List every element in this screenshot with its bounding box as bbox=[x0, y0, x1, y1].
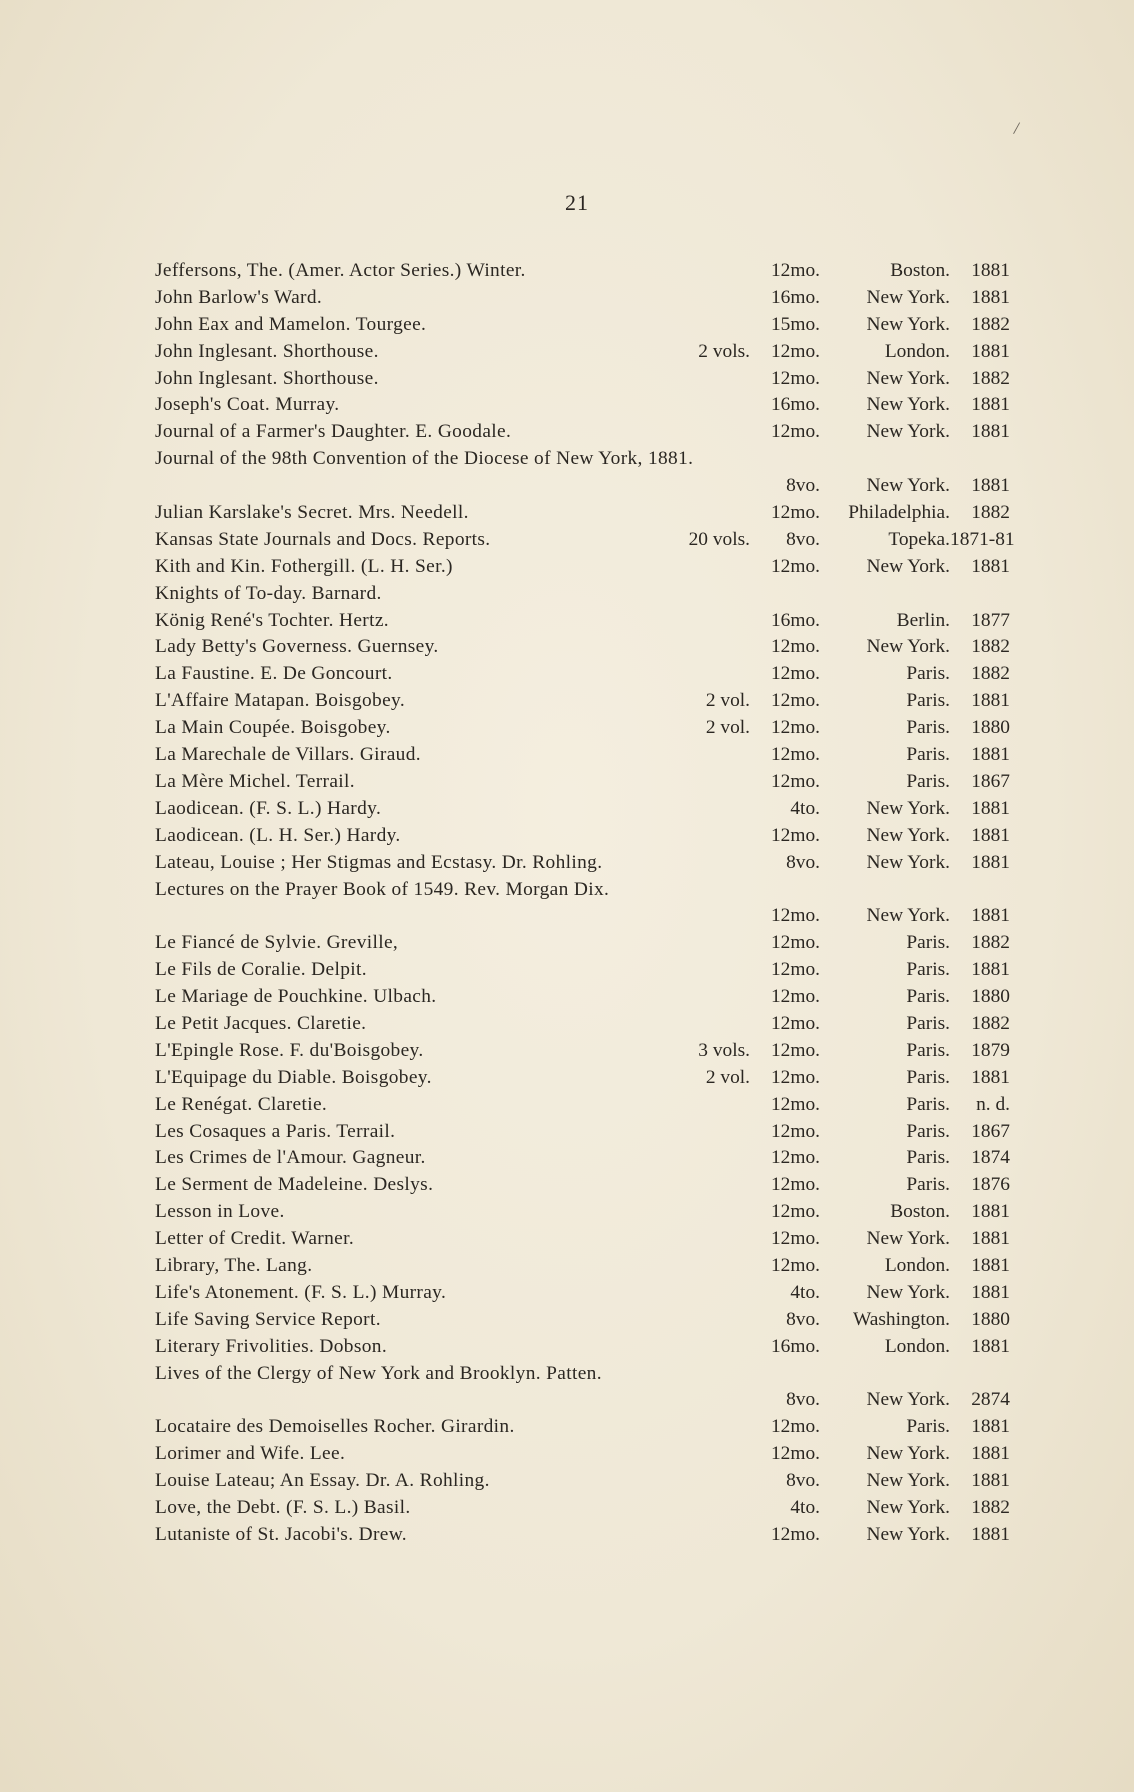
catalog-entry bbox=[155, 1065, 1010, 1092]
entry-year: 1881 bbox=[971, 1281, 1010, 1303]
entry-year: 1881 bbox=[971, 851, 1010, 873]
entry-format: 4to. bbox=[790, 797, 820, 819]
entry-year: 1874 bbox=[971, 1147, 1010, 1169]
catalog-entry bbox=[155, 1307, 1010, 1334]
entry-publication bbox=[662, 1334, 1010, 1361]
entry-place: Paris. bbox=[906, 1093, 950, 1115]
entry-title: L'Epingle Rose. F. du'Boisgobey. bbox=[155, 1039, 424, 1061]
entry-format: 12mo. bbox=[770, 367, 820, 389]
stray-pencil-mark: / bbox=[1012, 117, 1021, 139]
entry-place: London. bbox=[884, 1254, 950, 1276]
entry-publication bbox=[662, 1092, 1010, 1119]
catalog-entry bbox=[155, 285, 1010, 312]
catalog-entry bbox=[155, 554, 1010, 581]
entry-title: Les Crimes de l'Amour. Gagneur. bbox=[155, 1147, 426, 1169]
entry-volumes: 2 vol. bbox=[705, 690, 750, 712]
entry-volumes: 3 vols. bbox=[698, 1039, 750, 1061]
entry-year: 1882 bbox=[971, 367, 1010, 389]
entry-year: 1881 bbox=[971, 824, 1010, 846]
catalog-entry bbox=[155, 1038, 1010, 1065]
entry-year: 1881 bbox=[971, 286, 1010, 308]
catalog-entry bbox=[155, 1522, 1010, 1549]
entry-year: 1882 bbox=[971, 502, 1010, 524]
entry-title: König René's Tochter. Hertz. bbox=[155, 609, 389, 631]
entry-publication bbox=[662, 688, 1010, 715]
entry-publication bbox=[662, 769, 1010, 796]
entry-format: 12mo. bbox=[770, 1228, 820, 1250]
entry-format: 8vo. bbox=[786, 475, 820, 497]
entry-publication bbox=[662, 1172, 1010, 1199]
catalog-entry bbox=[155, 715, 1010, 742]
catalog-entry bbox=[155, 1119, 1010, 1146]
entry-title: Knights of To-day. Barnard. bbox=[155, 582, 382, 604]
entry-place: New York. bbox=[866, 851, 950, 873]
catalog-entry bbox=[155, 1280, 1010, 1307]
entry-place: Boston. bbox=[890, 1201, 950, 1223]
entry-year: 1871-81 bbox=[950, 528, 1015, 550]
catalog-entry bbox=[155, 1199, 1010, 1226]
entry-title: Laodicean. (F. S. L.) Hardy. bbox=[155, 797, 382, 819]
entry-year: 2874 bbox=[971, 1389, 1010, 1411]
entry-format: 16mo. bbox=[770, 609, 820, 631]
entry-format: 12mo. bbox=[770, 1066, 820, 1088]
entry-volumes: 2 vol. bbox=[705, 1066, 750, 1088]
entry-publication bbox=[662, 1011, 1010, 1038]
entry-year: 1879 bbox=[971, 1039, 1010, 1061]
entry-title: Lesson in Love. bbox=[155, 1201, 285, 1223]
entry-place: Berlin. bbox=[896, 609, 950, 631]
catalog-entry bbox=[155, 796, 1010, 823]
entry-place: New York. bbox=[866, 1281, 950, 1303]
entry-volumes: 20 vols. bbox=[688, 528, 750, 550]
entry-title: Le Fils de Coralie. Delpit. bbox=[155, 959, 367, 981]
entry-publication bbox=[662, 366, 1010, 393]
entry-format: 16mo. bbox=[770, 286, 820, 308]
entry-place: Paris. bbox=[906, 1147, 950, 1169]
catalog-entry bbox=[155, 1468, 1010, 1495]
entry-publication bbox=[662, 930, 1010, 957]
entry-year: 1880 bbox=[971, 1308, 1010, 1330]
catalog-entry bbox=[155, 581, 1010, 608]
entry-place: New York. bbox=[866, 1443, 950, 1465]
entry-title: Kansas State Journals and Docs. Reports. bbox=[155, 528, 491, 550]
entry-title: Le Fiancé de Sylvie. Greville, bbox=[155, 932, 399, 954]
entry-year: 1881 bbox=[971, 475, 1010, 497]
entry-place: New York. bbox=[866, 1389, 950, 1411]
entry-place: Paris. bbox=[906, 986, 950, 1008]
entry-year: 1882 bbox=[971, 313, 1010, 335]
entry-place: New York. bbox=[866, 313, 950, 335]
entry-format: 12mo. bbox=[770, 502, 820, 524]
entry-title: Le Serment de Madeleine. Deslys. bbox=[155, 1174, 434, 1196]
page-number: 21 bbox=[565, 190, 589, 215]
entry-year: 1881 bbox=[971, 1254, 1010, 1276]
entry-publication bbox=[662, 285, 1010, 312]
entry-year: 1881 bbox=[971, 1416, 1010, 1438]
entry-place: New York. bbox=[866, 475, 950, 497]
entry-publication bbox=[662, 1038, 1010, 1065]
entry-title: Locataire des Demoiselles Rocher. Girardin. bbox=[155, 1416, 515, 1438]
entry-title: John Inglesant. Shorthouse. bbox=[155, 340, 379, 362]
catalog-entry bbox=[155, 930, 1010, 957]
entry-publication bbox=[652, 473, 1010, 500]
entry-title: La Faustine. E. De Goncourt. bbox=[155, 663, 393, 685]
entry-publication bbox=[662, 1495, 1010, 1522]
entry-title: Lady Betty's Governess. Guernsey. bbox=[155, 636, 439, 658]
entry-year: 1877 bbox=[971, 609, 1010, 631]
entry-publication bbox=[662, 608, 1010, 635]
entry-title: Life's Atonement. (F. S. L.) Murray. bbox=[155, 1281, 447, 1303]
catalog-entry bbox=[155, 688, 1010, 715]
entry-title: Love, the Debt. (F. S. L.) Basil. bbox=[155, 1497, 411, 1519]
entry-publication bbox=[662, 850, 1010, 877]
entry-publication bbox=[662, 634, 1010, 661]
entry-publication bbox=[662, 1145, 1010, 1172]
entry-publication bbox=[662, 1307, 1010, 1334]
entry-place: New York. bbox=[866, 905, 950, 927]
entry-year: 1882 bbox=[971, 932, 1010, 954]
catalog-entry bbox=[155, 1253, 1010, 1280]
catalog-entry bbox=[155, 392, 1010, 419]
entry-format: 8vo. bbox=[786, 528, 820, 550]
entry-format: 12mo. bbox=[770, 824, 820, 846]
entry-year: 1881 bbox=[971, 744, 1010, 766]
entry-place: London. bbox=[884, 340, 950, 362]
entry-year: n. d. bbox=[976, 1093, 1010, 1115]
entry-title: Le Renégat. Claretie. bbox=[155, 1093, 328, 1115]
entry-year: 1876 bbox=[971, 1174, 1010, 1196]
catalog-entry bbox=[155, 1172, 1010, 1199]
entry-title: L'Affaire Matapan. Boisgobey. bbox=[155, 690, 406, 712]
entry-place: New York. bbox=[866, 1228, 950, 1250]
entry-place: Paris. bbox=[906, 1066, 950, 1088]
entry-place: Paris. bbox=[906, 1174, 950, 1196]
catalog-entry bbox=[155, 446, 1010, 500]
entry-format: 4to. bbox=[790, 1497, 820, 1518]
entry-title: Joseph's Coat. Murray. bbox=[155, 394, 340, 416]
entry-publication bbox=[662, 312, 1010, 339]
entry-publication bbox=[662, 1253, 1010, 1280]
entry-place: Paris. bbox=[906, 690, 950, 712]
entry-title: La Main Coupée. Boisgobey. bbox=[155, 717, 391, 739]
entry-year: 1881 bbox=[971, 1470, 1010, 1492]
catalog-entry bbox=[155, 312, 1010, 339]
entry-title: Journal of a Farmer's Daughter. E. Goodale. bbox=[155, 421, 512, 443]
entry-format: 12mo. bbox=[770, 932, 820, 954]
entry-format: 12mo. bbox=[770, 1174, 820, 1196]
catalog-entry bbox=[155, 1441, 1010, 1468]
entry-title: John Inglesant. Shorthouse. bbox=[155, 367, 379, 389]
entry-format: 12mo. bbox=[770, 636, 820, 658]
catalog-entry bbox=[155, 1011, 1010, 1038]
entry-year: 1881 bbox=[971, 1201, 1010, 1223]
entry-publication bbox=[652, 903, 1010, 930]
entry-title: La Mère Michel. Terrail. bbox=[155, 770, 355, 792]
entry-year: 1882 bbox=[971, 663, 1010, 685]
catalog-list bbox=[155, 258, 1015, 1549]
entry-place: New York. bbox=[866, 797, 950, 819]
entry-place: Philadelphia. bbox=[848, 502, 950, 524]
entry-publication bbox=[662, 500, 1010, 527]
catalog-entry bbox=[155, 1361, 1010, 1415]
entry-place: New York. bbox=[866, 394, 950, 416]
entry-format: 12mo. bbox=[770, 1201, 820, 1223]
catalog-entry bbox=[155, 419, 1010, 446]
entry-publication bbox=[662, 984, 1010, 1011]
entry-publication bbox=[662, 661, 1010, 688]
entry-publication bbox=[662, 1226, 1010, 1253]
entry-publication bbox=[662, 742, 1010, 769]
entry-year: 1881 bbox=[971, 1443, 1010, 1465]
catalog-entry bbox=[155, 957, 1010, 984]
entry-place: New York. bbox=[866, 286, 950, 308]
entry-title: Lectures on the Prayer Book of 1549. Rev. Morgan Dix. bbox=[155, 878, 610, 900]
entry-place: New York. bbox=[866, 555, 950, 577]
entry-title: John Eax and Mamelon. Tourgee. bbox=[155, 313, 427, 335]
entry-publication bbox=[662, 527, 1015, 554]
catalog-entry bbox=[155, 742, 1010, 769]
entry-title: Kith and Kin. Fothergill. (L. H. Ser.) bbox=[155, 555, 453, 577]
entry-year: 1880 bbox=[971, 717, 1010, 739]
catalog-entry bbox=[155, 823, 1010, 850]
catalog-entry bbox=[155, 258, 1010, 285]
entry-publication bbox=[662, 1522, 1010, 1549]
entry-title: Life Saving Service Report. bbox=[155, 1308, 381, 1330]
entry-title: L'Equipage du Diable. Boisgobey. bbox=[155, 1066, 432, 1088]
catalog-entry bbox=[155, 339, 1010, 366]
catalog-entry bbox=[155, 1495, 1010, 1522]
entry-place: London. bbox=[884, 1335, 950, 1357]
catalog-entry bbox=[155, 769, 1010, 796]
entry-publication bbox=[662, 1468, 1010, 1495]
entry-format: 12mo. bbox=[770, 1443, 820, 1465]
entry-format: 12mo. bbox=[770, 1416, 820, 1438]
entry-publication bbox=[662, 554, 1010, 581]
entry-place: Paris. bbox=[906, 717, 950, 739]
entry-title: Library, The. Lang. bbox=[155, 1254, 313, 1276]
entry-year: 1881 bbox=[971, 690, 1010, 712]
catalog-entry bbox=[155, 366, 1010, 393]
entry-publication bbox=[662, 715, 1010, 742]
entry-place: New York. bbox=[866, 1470, 950, 1492]
entry-year: 1881 bbox=[971, 1523, 1010, 1545]
entry-format: 8vo. bbox=[786, 1470, 820, 1492]
entry-format: 12mo. bbox=[770, 259, 820, 281]
catalog-entry bbox=[155, 877, 1010, 931]
entry-year: 1882 bbox=[971, 636, 1010, 658]
catalog-entry bbox=[155, 527, 1015, 554]
entry-year: 1881 bbox=[971, 797, 1010, 819]
entry-format: 8vo. bbox=[786, 1308, 820, 1330]
entry-format: 12mo. bbox=[770, 421, 820, 443]
entry-format: 12mo. bbox=[770, 555, 820, 577]
entry-publication bbox=[662, 1414, 1010, 1441]
entry-year: 1881 bbox=[971, 1066, 1010, 1088]
entry-title: Le Petit Jacques. Claretie. bbox=[155, 1012, 367, 1034]
entry-format: 12mo. bbox=[770, 1147, 820, 1169]
entry-place: Paris. bbox=[906, 770, 950, 792]
catalog-entry bbox=[155, 608, 1010, 635]
entry-volumes: 2 vol. bbox=[705, 717, 750, 739]
entry-format: 4to. bbox=[790, 1281, 820, 1303]
entry-publication bbox=[662, 957, 1010, 984]
entry-format: 8vo. bbox=[786, 1389, 820, 1411]
entry-place: New York. bbox=[866, 1497, 950, 1518]
entry-format: 12mo. bbox=[770, 1093, 820, 1115]
entry-year: 1882 bbox=[971, 1012, 1010, 1034]
entry-format: 16mo. bbox=[770, 1335, 820, 1357]
entry-format: 12mo. bbox=[770, 986, 820, 1008]
catalog-entry bbox=[155, 1092, 1010, 1119]
entry-publication bbox=[662, 1199, 1010, 1226]
entry-publication bbox=[662, 581, 1010, 608]
entry-publication bbox=[662, 823, 1010, 850]
entry-publication bbox=[652, 1387, 1010, 1414]
entry-format: 12mo. bbox=[770, 959, 820, 981]
entry-year: 1881 bbox=[971, 340, 1010, 362]
entry-place: New York. bbox=[866, 367, 950, 389]
entry-title: Journal of the 98th Convention of the Diocese of New York, 1881. bbox=[155, 448, 694, 470]
entry-place: Washington. bbox=[853, 1308, 950, 1330]
entry-title: Lorimer and Wife. Lee. bbox=[155, 1443, 346, 1465]
entry-format: 12mo. bbox=[770, 744, 820, 766]
entry-format: 15mo. bbox=[770, 313, 820, 335]
entry-format: 12mo. bbox=[770, 717, 820, 739]
entry-year: 1867 bbox=[971, 770, 1010, 792]
entry-format: 12mo. bbox=[770, 1039, 820, 1061]
entry-publication bbox=[662, 796, 1010, 823]
entry-format: 12mo. bbox=[770, 340, 820, 362]
entry-format: 12mo. bbox=[770, 905, 820, 927]
entry-title: La Marechale de Villars. Giraud. bbox=[155, 744, 421, 766]
entry-publication bbox=[662, 1280, 1010, 1307]
catalog-entry bbox=[155, 634, 1010, 661]
entry-title: Le Mariage de Pouchkine. Ulbach. bbox=[155, 986, 437, 1008]
entry-format: 12mo. bbox=[770, 663, 820, 685]
entry-format: 16mo. bbox=[770, 394, 820, 416]
entry-publication bbox=[662, 339, 1010, 366]
entry-format: 12mo. bbox=[770, 1254, 820, 1276]
entry-title: Jeffersons, The. (Amer. Actor Series.) Winter. bbox=[155, 260, 526, 281]
entry-title: Literary Frivolities. Dobson. bbox=[155, 1335, 388, 1357]
entry-year: 1881 bbox=[971, 394, 1010, 416]
catalog-entry bbox=[155, 500, 1010, 527]
entry-year: 1881 bbox=[971, 959, 1010, 981]
entry-place: New York. bbox=[866, 421, 950, 443]
entry-place: Paris. bbox=[906, 744, 950, 766]
entry-place: Boston. bbox=[890, 259, 950, 281]
entry-year: 1867 bbox=[971, 1120, 1010, 1142]
entry-publication bbox=[662, 392, 1010, 419]
entry-place: New York. bbox=[866, 1523, 950, 1545]
entry-title: Laodicean. (L. H. Ser.) Hardy. bbox=[155, 824, 401, 846]
entry-place: Paris. bbox=[906, 1039, 950, 1061]
entry-title: Lives of the Clergy of New York and Brooklyn. Patten. bbox=[155, 1362, 602, 1384]
entry-title: John Barlow's Ward. bbox=[155, 286, 323, 308]
entry-year: 1881 bbox=[971, 421, 1010, 443]
entry-format: 12mo. bbox=[770, 1012, 820, 1034]
entry-place: Paris. bbox=[906, 1012, 950, 1034]
entry-year: 1881 bbox=[971, 259, 1010, 281]
entry-place: New York. bbox=[866, 636, 950, 658]
catalog-entry bbox=[155, 1414, 1010, 1441]
entry-place: New York. bbox=[866, 824, 950, 846]
entry-publication bbox=[662, 419, 1010, 446]
entry-place: Paris. bbox=[906, 663, 950, 685]
catalog-entry bbox=[155, 984, 1010, 1011]
entry-year: 1881 bbox=[971, 1335, 1010, 1357]
entry-publication bbox=[662, 1441, 1010, 1468]
catalog-entry bbox=[155, 1226, 1010, 1253]
entry-year: 1880 bbox=[971, 986, 1010, 1008]
entry-year: 1881 bbox=[971, 1228, 1010, 1250]
entry-year: 1881 bbox=[971, 555, 1010, 577]
entry-volumes: 2 vols. bbox=[698, 340, 750, 362]
entry-title: Les Cosaques a Paris. Terrail. bbox=[155, 1120, 396, 1142]
entry-title: Lutaniste of St. Jacobi's. Drew. bbox=[155, 1523, 408, 1545]
entry-place: Paris. bbox=[906, 1416, 950, 1438]
entry-year: 1881 bbox=[971, 905, 1010, 927]
entry-format: 12mo. bbox=[770, 770, 820, 792]
entry-place: Topeka. bbox=[888, 528, 950, 550]
entry-title: Julian Karslake's Secret. Mrs. Needell. bbox=[155, 502, 469, 524]
entry-publication bbox=[662, 1065, 1010, 1092]
entry-place: Paris. bbox=[906, 932, 950, 954]
entry-title: Louise Lateau; An Essay. Dr. A. Rohling. bbox=[155, 1470, 490, 1492]
entry-publication bbox=[662, 258, 1010, 285]
entry-format: 12mo. bbox=[770, 690, 820, 712]
entry-title: Letter of Credit. Warner. bbox=[155, 1228, 355, 1250]
catalog-entry bbox=[155, 661, 1010, 688]
entry-place: Paris. bbox=[906, 959, 950, 981]
entry-format: 8vo. bbox=[786, 851, 820, 873]
entry-year: 1882 bbox=[971, 1497, 1010, 1518]
catalog-entry bbox=[155, 1334, 1010, 1361]
entry-place: Paris. bbox=[906, 1120, 950, 1142]
entry-publication bbox=[662, 1119, 1010, 1146]
entry-format: 12mo. bbox=[770, 1120, 820, 1142]
entry-format: 12mo. bbox=[770, 1523, 820, 1545]
catalog-entry bbox=[155, 850, 1010, 877]
catalog-entry bbox=[155, 1145, 1010, 1172]
entry-title: Lateau, Louise ; Her Stigmas and Ecstasy. Dr. Rohling. bbox=[155, 851, 603, 873]
